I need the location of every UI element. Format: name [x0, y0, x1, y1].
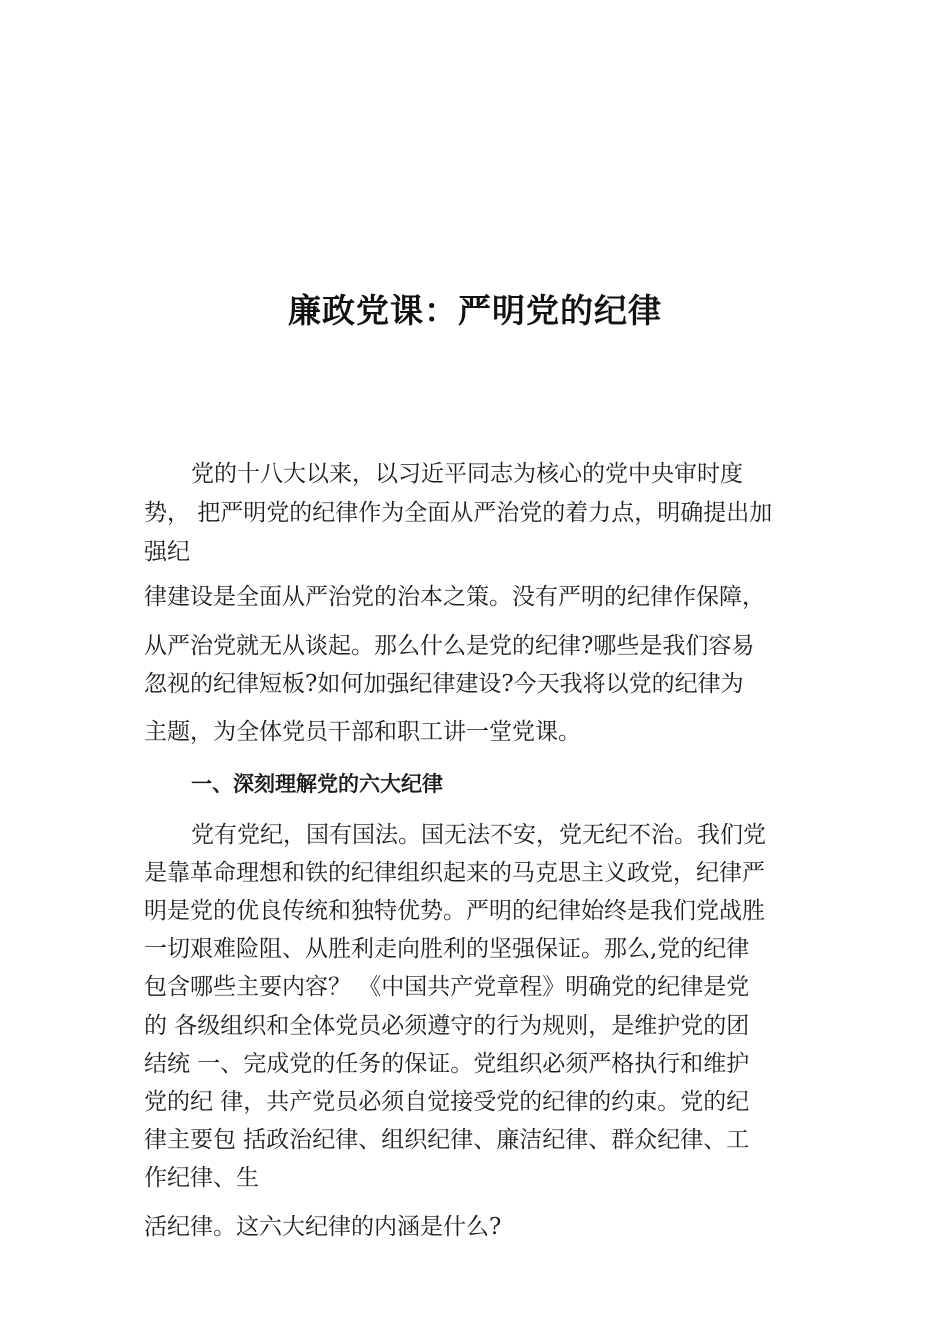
paragraph-2-line-3: 明是党的优良传统和独特优势。严明的纪律始终是我们党战胜 [144, 898, 765, 924]
paragraph-2-line-9: 律主要包 括政治纪律、组织纪律、廉洁纪律、群众纪律、工 [144, 1127, 750, 1153]
paragraph-2-line-11: 活纪律。这六大纪律的内涵是什么? [144, 1214, 502, 1240]
paragraph-1-line-4: 律建设是全面从严治党的治本之策。没有严明的纪律作保障， [144, 584, 765, 610]
paragraph-2-line-1: 党有党纪，国有国法。国无法不安，党无纪不治。我们党 [191, 822, 766, 848]
paragraph-1-line-7: 主题，为全体党员干部和职工讲一堂党课。 [144, 719, 581, 745]
document-title: 廉政党课：严明党的纪律 [288, 291, 662, 330]
paragraph-1-line-5: 从严治党就无从谈起。那么什么是党的纪律?哪些是我们容易 [144, 633, 755, 659]
paragraph-2-line-5: 包含哪些主要内容？ 《中国共产党章程》明确党的纪律是党 [144, 974, 750, 1000]
paragraph-1-line-1: 党的十八大以来，以习近平同志为核心的党中央审时度 [191, 461, 743, 487]
paragraph-2-line-4: 一切艰难险阻、从胜利走向胜利的坚强保证。那么,党的纪律 [144, 936, 750, 962]
paragraph-1-line-3: 强纪 [144, 539, 190, 565]
paragraph-2-line-6: 的 各级组织和全体党员必须遵守的行为规则，是维护党的团 [144, 1013, 750, 1039]
paragraph-2-line-2: 是靠革命理想和铁的纪律组织起来的马克思主义政党，纪律严 [144, 860, 765, 886]
section-1-heading: 一、深刻理解党的六大纪律 [191, 772, 443, 796]
paragraph-1-line-2: 势， 把严明党的纪律作为全面从严治党的着力点，明确提出加 [144, 500, 773, 526]
paragraph-2-line-7: 结统 一、完成党的任务的保证。党组织必须严格执行和维护 [144, 1051, 750, 1077]
paragraph-2-line-8: 党的纪 律，共产党员必须自觉接受党的纪律的约束。党的纪 [144, 1089, 750, 1115]
paragraph-2-line-10: 作纪律、生 [144, 1165, 259, 1191]
paragraph-1-line-6: 忽视的纪律短板?如何加强纪律建设?今天我将以党的纪律为 [144, 671, 744, 697]
